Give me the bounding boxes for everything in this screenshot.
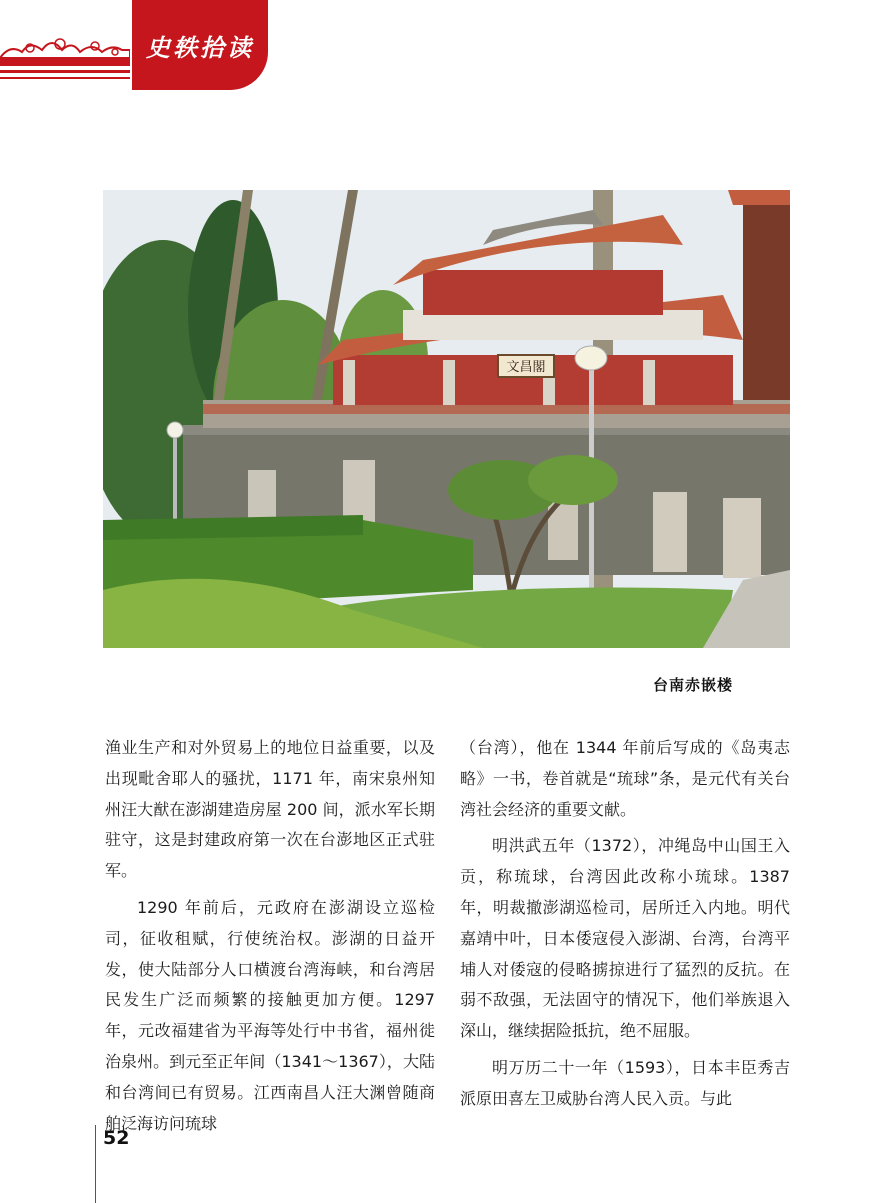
right-text-column	[460, 733, 790, 1121]
paragraph: 明洪武五年（1372），冲绳岛中山国王入贡，称琉球，台湾因此改称小琉球。1387 年，明裁撤澎湖巡检司，居所迁入内地。明代嘉靖中叶，日本倭寇侵入澎湖、台湾，台湾平埔人对倭寇的侵略掳掠进行了猛烈的反抗。在弱不敌强，无法固守的情况下，他们举族退入深山，继续据险抵抗，绝不屈服。	[460, 836, 790, 1041]
chikan-tower-photo	[103, 190, 790, 648]
photo-caption: 台南赤嵌楼	[652, 676, 733, 694]
section-title: 史轶拾读	[146, 32, 254, 62]
paragraph: 明万历二十一年（1593），日本丰臣秀吉派原田喜左卫威胁台湾人民入贡。与此	[460, 1057, 790, 1108]
page-number: 52	[103, 1127, 130, 1149]
left-text-column	[105, 733, 435, 1145]
paragraph: 渔业生产和对外贸易上的地位日益重要，以及出现毗舍耶人的骚扰，1171 年，南宋泉州知州汪大猷在澎湖建造房屋 200 间，派水军长期驻守，这是封建政府第一次在台澎地区正式驻军。	[105, 738, 435, 881]
plaque-text: 文昌閣	[506, 360, 546, 375]
paragraph: 1290 年前后，元政府在澎湖设立巡检司，征收租赋，行使统治权。澎湖的日益开发，使大陆部分人口横渡台湾海峡，和台湾居民发生广泛而频繁的接触更加方便。1297 年，元改福建省为平海等处行中书省，福州徙治泉州。到元至正年间（1341～1367），大陆和台湾间已有贸易。江西南昌人汪大渊曾随商舶泛海访问琉球	[105, 897, 435, 1133]
header-wave-ornament	[0, 0, 130, 90]
page-number-rule	[95, 1125, 96, 1203]
paragraph: （台湾），他在 1344 年前后写成的《岛夷志略》一书，卷首就是“琉球”条，是元代有关台湾社会经济的重要文献。	[460, 738, 790, 819]
section-title-tab	[132, 0, 268, 90]
